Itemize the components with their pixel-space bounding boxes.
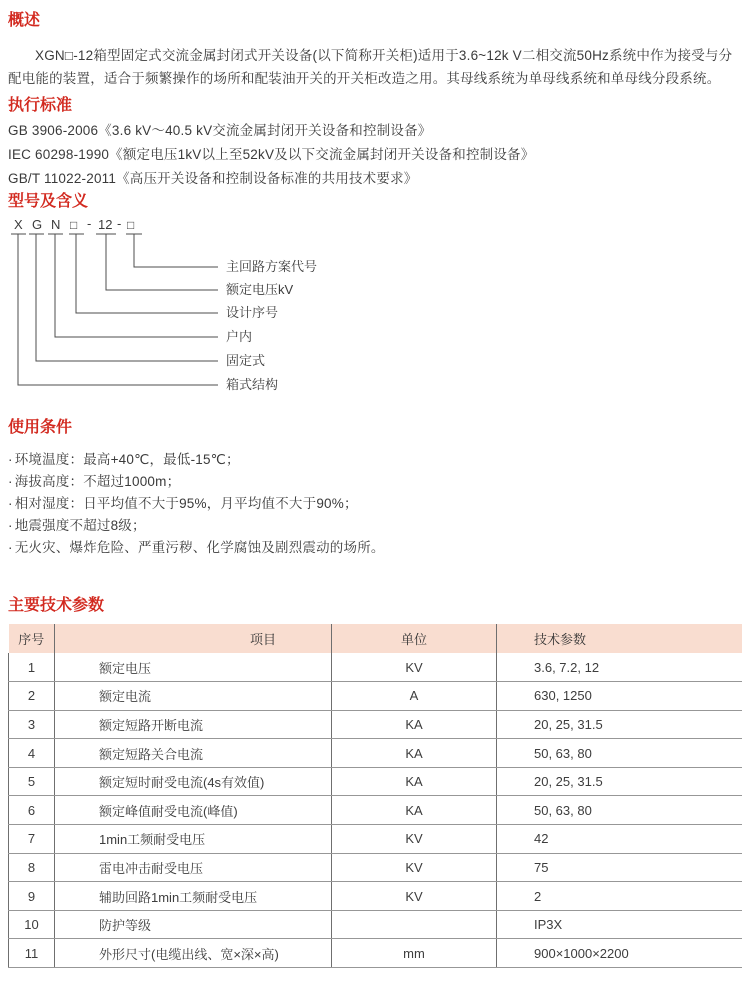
column-header-unit: 单位 xyxy=(332,624,497,653)
cell-unit: KV xyxy=(332,882,497,911)
cell-tech: 20, 25, 31.5 xyxy=(497,767,742,796)
condition-text: 环境温度：最高+40℃，最低-15℃； xyxy=(14,452,240,467)
condition-text: 相对湿度：日平均值不大于95%，月平均值不大于90%； xyxy=(14,496,358,511)
column-header-tech: 技术参数 xyxy=(497,624,742,653)
table-row xyxy=(9,767,742,796)
column-header-no: 序号 xyxy=(9,624,55,653)
cell-unit: KA xyxy=(332,739,497,768)
cell-item: 辅助回路1min工频耐受电压 xyxy=(55,882,332,911)
cell-unit: KV xyxy=(332,853,497,882)
model-code-placeholder-box: □ xyxy=(70,218,78,232)
cell-no: 6 xyxy=(9,796,55,825)
condition-item xyxy=(8,515,740,537)
table-row xyxy=(9,682,742,711)
section-heading-model: 型号及含义 xyxy=(8,193,89,210)
cell-tech: 50, 63, 80 xyxy=(497,739,742,768)
cell-unit: mm xyxy=(332,939,497,968)
cell-unit: KA xyxy=(332,710,497,739)
model-label: 设计序号 xyxy=(226,305,279,320)
parameters-table xyxy=(8,624,742,968)
cell-item: 雷电冲击耐受电压 xyxy=(55,853,332,882)
connector-line xyxy=(106,234,218,290)
connector-line xyxy=(134,234,218,267)
model-label: 额定电压kV xyxy=(226,282,294,297)
model-label: 箱式结构 xyxy=(226,377,279,392)
connector-line xyxy=(36,234,218,361)
table-row xyxy=(9,939,742,968)
overview-paragraph: XGN□-12箱型固定式交流金属封闭式开关设备(以下简称开关柜)适用于3.6~12k V二相交流50Hz系统中作为接受与分配电能的装置，适合于频繁操作的场所和配装油开关的开关柜改造之用。其母线系统为单母线系统和单母线分段系统。 xyxy=(8,48,733,86)
model-code-char: 12 xyxy=(98,217,113,232)
table-header-row xyxy=(9,624,742,653)
table-row xyxy=(9,739,742,768)
table-row xyxy=(9,796,742,825)
cell-tech: IP3X xyxy=(497,910,742,939)
cell-item: 额定电流 xyxy=(55,682,332,711)
model-code-char: X xyxy=(14,217,23,232)
cell-item: 1min工频耐受电压 xyxy=(55,825,332,854)
model-code-char: G xyxy=(32,217,43,232)
cell-tech: 75 xyxy=(497,853,742,882)
bullet-icon: · xyxy=(8,474,13,489)
column-header-item: 项目 xyxy=(55,624,332,653)
standard-item: IEC 60298-1990《额定电压1kV以上至52kV及以下交流金属封闭开关设备和控制设备》 xyxy=(8,147,535,162)
standard-item: GB 3906-2006《3.6 kV～40.5 kV交流金属封闭开关设备和控制设备》 xyxy=(8,123,432,138)
model-code-diagram xyxy=(8,212,740,404)
cell-no: 5 xyxy=(9,767,55,796)
connector-line xyxy=(18,234,218,385)
conditions-list xyxy=(8,449,740,559)
cell-tech: 3.6, 7.2, 12 xyxy=(497,653,742,682)
model-label: 户内 xyxy=(226,329,253,344)
cell-unit: KV xyxy=(332,653,497,682)
section-heading-overview: 概述 xyxy=(8,12,41,29)
condition-item xyxy=(8,493,740,515)
cell-item: 额定峰值耐受电流(峰值) xyxy=(55,796,332,825)
condition-item xyxy=(8,449,740,471)
table-row xyxy=(9,853,742,882)
condition-text: 地震强度不超过8级； xyxy=(14,518,146,533)
standards-list xyxy=(8,119,740,191)
cell-item: 防护等级 xyxy=(55,910,332,939)
cell-no: 2 xyxy=(9,682,55,711)
cell-item: 外形尺寸(电缆出线、宽×深×高) xyxy=(55,939,332,968)
cell-tech: 630, 1250 xyxy=(497,682,742,711)
table-row xyxy=(9,653,742,682)
cell-tech: 50, 63, 80 xyxy=(497,796,742,825)
cell-tech: 42 xyxy=(497,825,742,854)
table-row xyxy=(9,910,742,939)
bullet-icon: · xyxy=(8,540,13,555)
cell-no: 4 xyxy=(9,739,55,768)
cell-no: 3 xyxy=(9,710,55,739)
cell-item: 额定短时耐受电流(4s有效值) xyxy=(55,767,332,796)
model-code-dash: - xyxy=(87,216,92,231)
cell-item: 额定短路开断电流 xyxy=(55,710,332,739)
cell-tech: 20, 25, 31.5 xyxy=(497,710,742,739)
cell-unit: KA xyxy=(332,767,497,796)
table-row xyxy=(9,710,742,739)
cell-unit xyxy=(332,910,497,939)
cell-no: 7 xyxy=(9,825,55,854)
cell-no: 1 xyxy=(9,653,55,682)
cell-unit: A xyxy=(332,682,497,711)
bullet-icon: · xyxy=(8,452,13,467)
standard-item: GB/T 11022-2011《高压开关设备和控制设备标准的共用技术要求》 xyxy=(8,171,418,186)
cell-no: 8 xyxy=(9,853,55,882)
document-page xyxy=(0,10,750,968)
cell-tech: 2 xyxy=(497,882,742,911)
condition-text: 海拔高度：不超过1000m； xyxy=(14,474,181,489)
model-label: 主回路方案代号 xyxy=(226,259,318,274)
cell-no: 11 xyxy=(9,939,55,968)
cell-no: 9 xyxy=(9,882,55,911)
model-code-char: N xyxy=(51,217,61,232)
bullet-icon: · xyxy=(8,518,13,533)
section-heading-conditions: 使用条件 xyxy=(8,419,73,436)
section-heading-standards: 执行标准 xyxy=(8,97,73,114)
cell-item: 额定电压 xyxy=(55,653,332,682)
condition-text: 无火灾、爆炸危险、严重污秽、化学腐蚀及剧烈震动的场所。 xyxy=(14,540,385,555)
cell-unit: KV xyxy=(332,825,497,854)
table-row xyxy=(9,825,742,854)
bullet-icon: · xyxy=(8,496,13,511)
model-code-placeholder-box: □ xyxy=(127,218,135,232)
cell-tech: 900×1000×2200 xyxy=(497,939,742,968)
section-heading-parameters: 主要技术参数 xyxy=(8,597,105,614)
table-row xyxy=(9,882,742,911)
cell-no: 10 xyxy=(9,910,55,939)
condition-item xyxy=(8,537,740,559)
condition-item xyxy=(8,471,740,493)
connector-line xyxy=(76,234,218,313)
connector-line xyxy=(55,234,218,337)
cell-unit: KA xyxy=(332,796,497,825)
model-code-dash: - xyxy=(117,216,122,231)
cell-item: 额定短路关合电流 xyxy=(55,739,332,768)
model-label: 固定式 xyxy=(226,353,266,368)
